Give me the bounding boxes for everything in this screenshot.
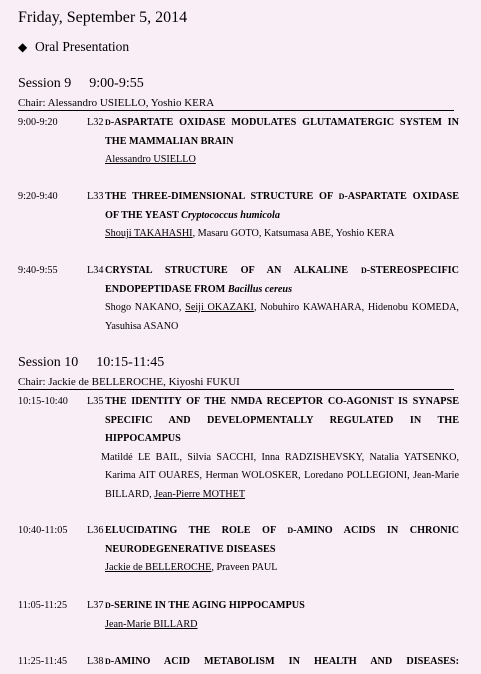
talk-id: L32 (87, 117, 104, 128)
page-date: Friday, September 5, 2014 (18, 9, 188, 26)
talk-id: L34 (87, 265, 104, 276)
talk-id: L35 (87, 396, 104, 407)
talk-id: L36 (87, 525, 104, 536)
small-d: D (105, 118, 111, 127)
session-time: 10:15-11:45 (96, 355, 165, 370)
diamond-icon: ◆ (18, 40, 28, 54)
session-time: 9:00-9:55 (89, 76, 144, 91)
session-10-chair: Chair: Jackie de BELLEROCHE, Kiyoshi FUKUI (18, 376, 454, 390)
small-d: D (338, 192, 345, 201)
talk-id: L37 (87, 600, 104, 611)
talk-title: D-SERINE IN THE AGING HIPPOCAMPUS Jean-Marie BILLARD (105, 597, 459, 634)
small-d: D (360, 266, 367, 275)
session-10-heading (18, 355, 164, 371)
session-9-heading (18, 76, 144, 92)
talk-authors: Shouji TAKAHASHI, Masaru GOTO, Katsumasa ABE, Yoshio KERA (105, 228, 395, 239)
talk-authors (105, 616, 459, 635)
talk-time: 10:40-11:05 (18, 525, 68, 536)
session-9-chair: Chair: Alessandro USIELLO, Yoshio KERA (18, 97, 454, 111)
talk-time: 9:00-9:20 (18, 117, 58, 128)
talk-time: 11:25-11:45 (18, 656, 68, 667)
talk-authors (105, 151, 459, 170)
presenting-author: Alessandro USIELLO (105, 154, 196, 165)
talk-title: D-AMINO ACID METABOLISM IN HEALTH AND DISEASES: (105, 656, 459, 667)
session-name: Session 10 (18, 355, 79, 370)
presenting-author: Jean-Marie BILLARD (105, 618, 198, 630)
presenting-author: Jackie de BELLEROCHE (105, 562, 212, 573)
small-d: D (105, 601, 111, 610)
talk-id: L38 (87, 656, 104, 667)
presenting-author: Jean-Pierre MOTHET (154, 488, 246, 500)
small-d: D (105, 657, 111, 666)
talk-title: CRYSTAL STRUCTURE OF AN ALKALINE D-STEREOSPECIFIC ENDOPEPTIDASE FROM Bacillus cereus Shogo NAKANO, Seiji OKAZAKI, Nobuhiro KAWAHARA, Hidenobu KOMEDA, Yasuhisa ASANO (105, 262, 459, 336)
talk-time: 9:20-9:40 (18, 191, 58, 202)
talk-time: 9:40-9:55 (18, 265, 58, 276)
talk-time: 11:05-11:25 (18, 600, 68, 611)
session-name: Session 9 (18, 76, 72, 91)
talk-authors: Jackie de BELLEROCHE, Praveen PAUL (105, 562, 278, 573)
talk-title: ELUCIDATING THE ROLE OF D-AMINO ACIDS IN CHRONIC NEURODEGENERATIVE DISEASES Jackie de BELLEROCHE, Praveen PAUL (105, 522, 459, 578)
talk-time: 10:15-10:40 (18, 396, 68, 407)
small-d: D (287, 526, 294, 535)
talk-id: L33 (87, 191, 104, 202)
section-label: Oral Presentation (35, 39, 130, 54)
talk-title: THE THREE-DIMENSIONAL STRUCTURE OF D-ASPARTATE OXIDASE OF THE YEAST Cryptococcus humicola Shouji TAKAHASHI, Masaru GOTO, Katsumasa ABE, Yoshio KERA (105, 188, 459, 244)
presenting-author: Shouji TAKAHASHI (105, 228, 193, 239)
talk-title: D-ASPARTATE OXIDASE MODULATES GLUTAMATERGIC SYSTEM IN THE MAMMALIAN BRAIN Alessandro USIELLO (105, 114, 459, 170)
talk-title: THE IDENTITY OF THE NMDA RECEPTOR CO-AGONIST IS SYNAPSE SPECIFIC AND DEVELOPMENTALLY REGULATED IN THE HIPPOCAMPUS Matildé LE BAIL, Silvia SACCHI, Inna RADZISHEVSKY, Natalia YATSENKO, Karima AIT OUARES, Herman WOLOSKER, Loredano POLLEGIONI, Jean-Marie BILLARD, Jean-Pierre MOTHET (105, 393, 459, 504)
section-heading (18, 39, 129, 55)
presenting-author: Seiji OKAZAKI (185, 302, 254, 313)
talk-authors: Matildé LE BAIL, Silvia SACCHI, Inna RADZISHEVSKY, Natalia YATSENKO, Karima AIT OUARES, Herman WOLOSKER, Loredano POLLEGIONI, Jean-Marie BILLARD, Jean-Pierre MOTHET (101, 451, 459, 500)
talk-authors: Shogo NAKANO, Seiji OKAZAKI, Nobuhiro KAWAHARA, Hidenobu KOMEDA, Yasuhisa ASANO (105, 302, 459, 332)
